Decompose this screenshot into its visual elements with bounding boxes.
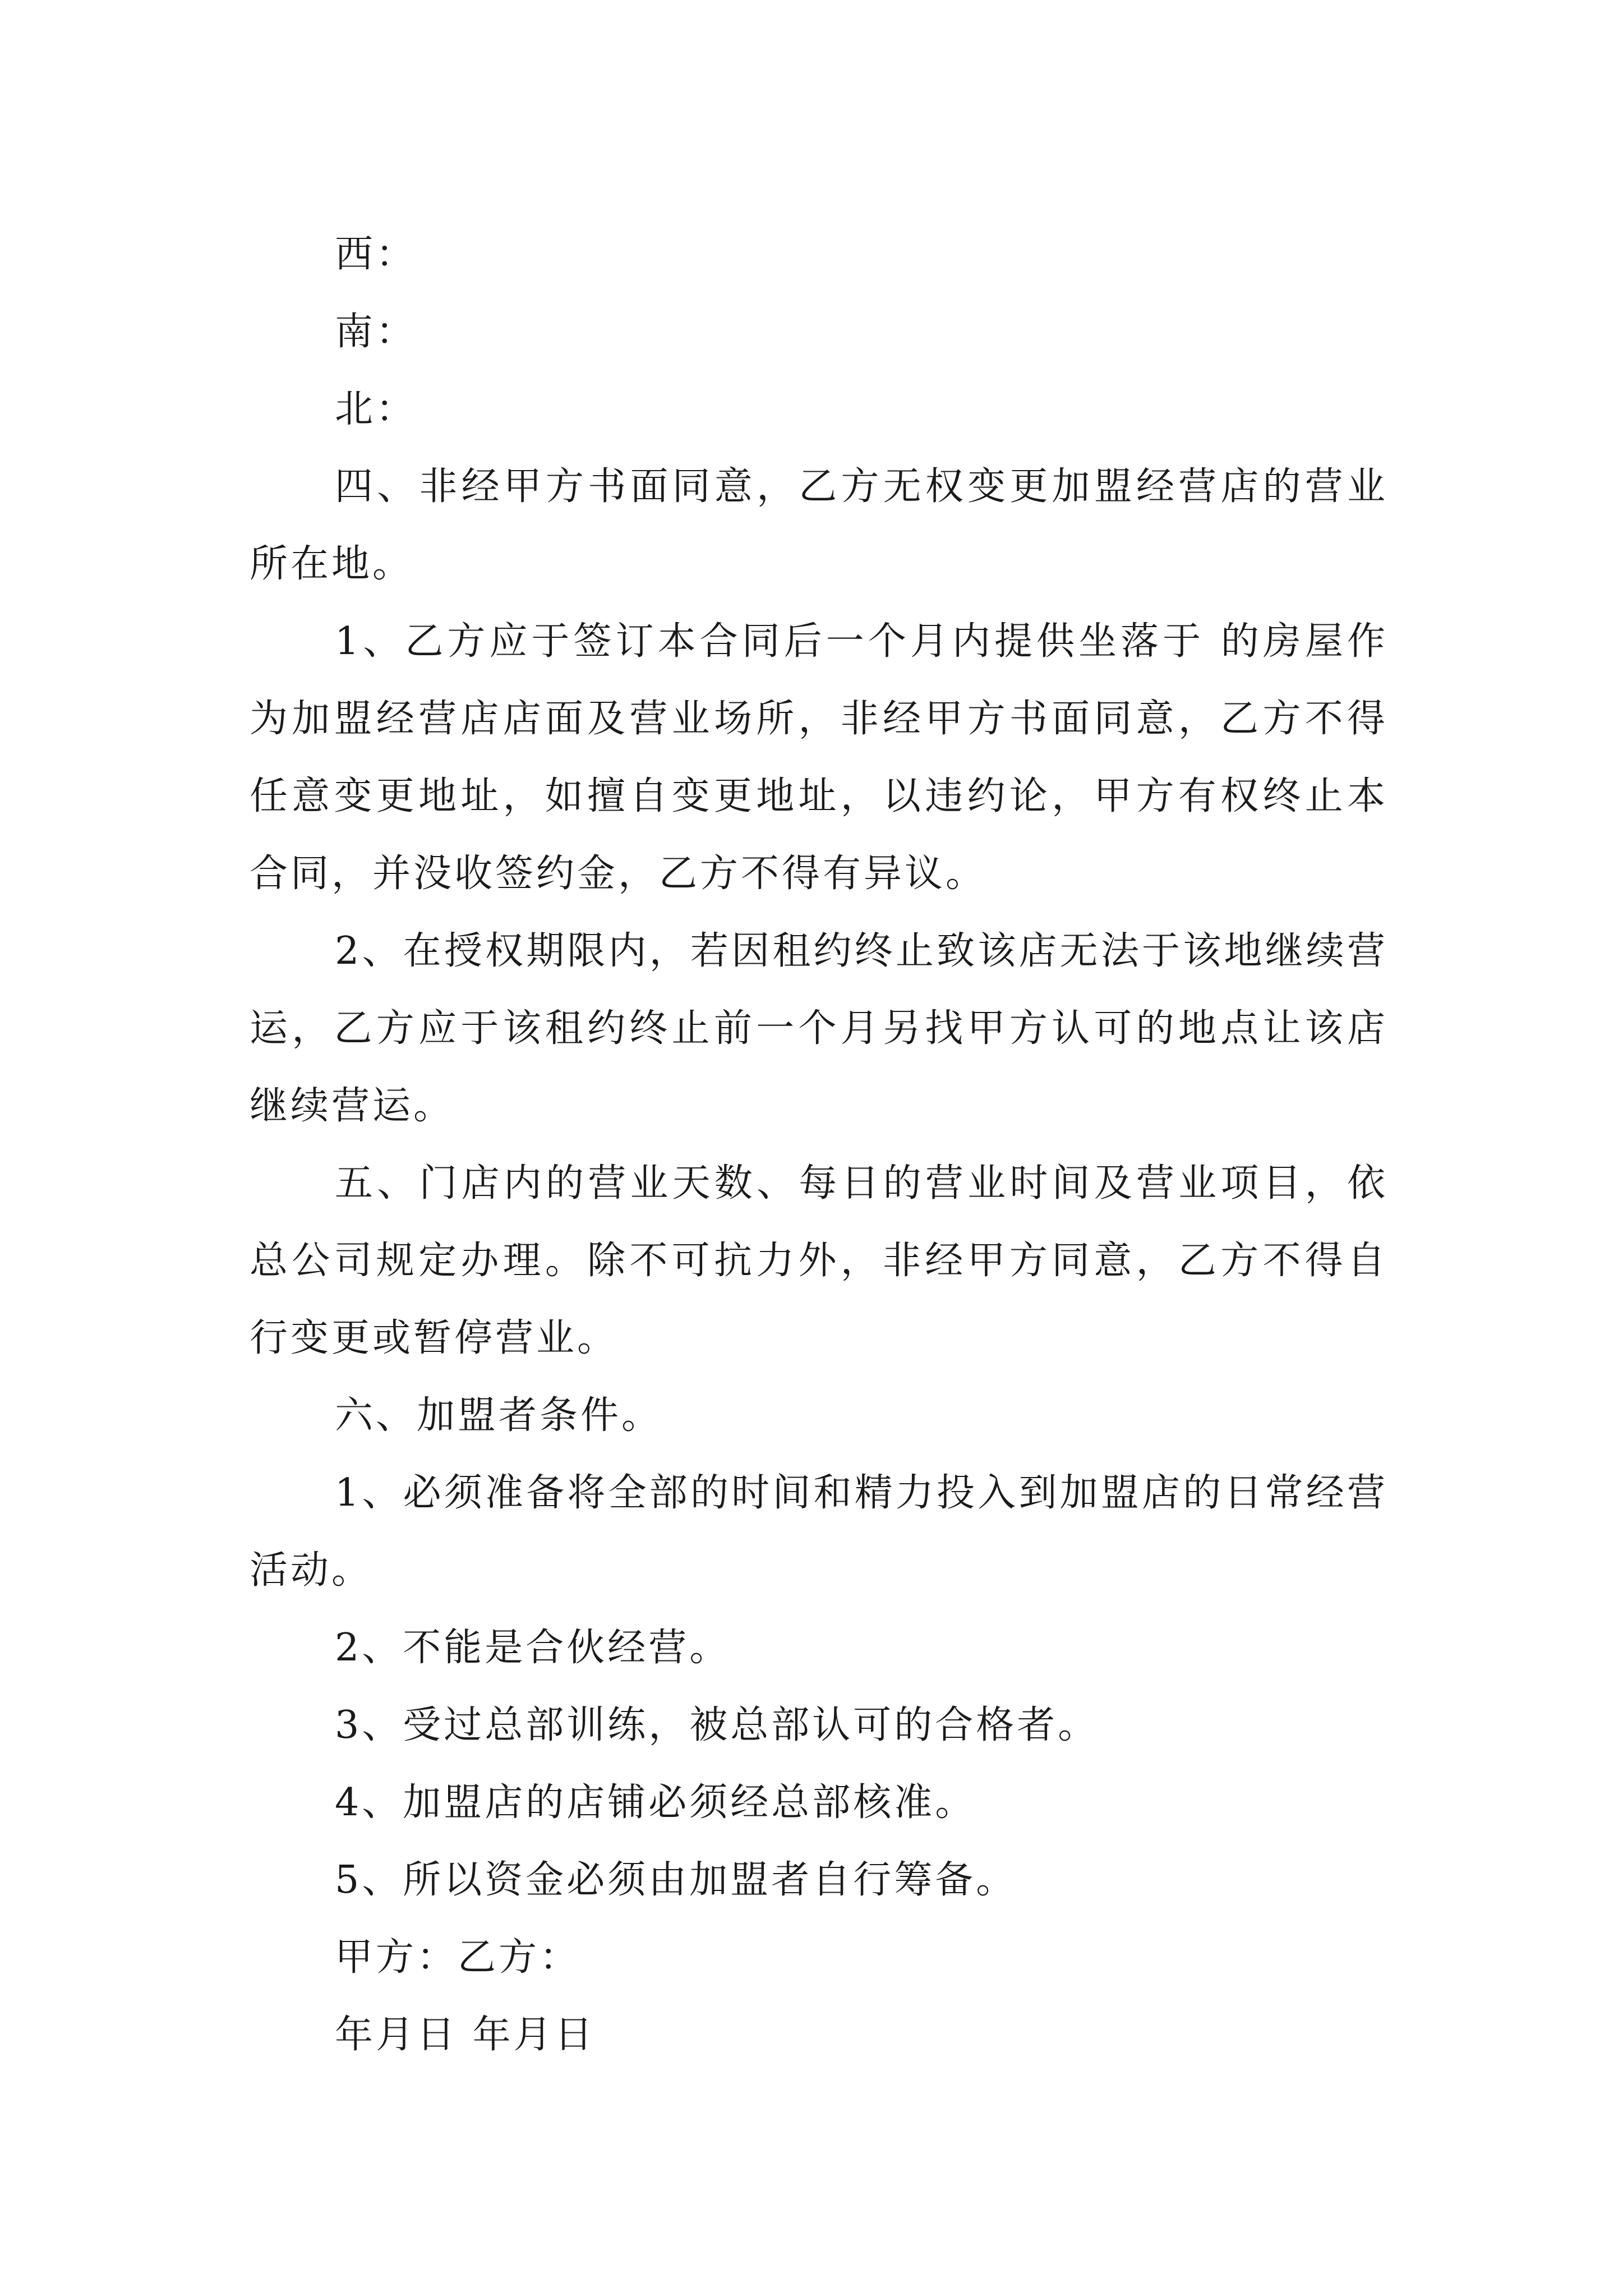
clause-4-item-1: 1、乙方应于签订本合同后一个月内提供坐落于 的房屋作为加盟经营店店面及营业场所，非经甲方书面同意，乙方不得任意变更地址，如擅自变更地址，以违约论，甲方有权终止本合同，并没收签约金，乙方不得有异议。 — [250, 619, 1388, 896]
clause-6: 六、加盟者条件。 — [335, 1393, 663, 1438]
clause-6-item-4: 4、加盟店的店铺必须经总部核准。 — [335, 1780, 976, 1825]
signature-parties: 甲方：乙方： — [335, 1935, 581, 1980]
clause-4-item-2: 2、在授权期限内，若因租约终止致该店无法于该地继续营运，乙方应于该租约终止前一个月另找甲方认可的地点让该店继续营运。 — [250, 929, 1388, 1128]
direction-west: 西： — [335, 232, 417, 277]
clause-6-item-2: 2、不能是合伙经营。 — [335, 1626, 731, 1670]
clause-4: 四、非经甲方书面同意，乙方无权变更加盟经营店的营业所在地。 — [250, 464, 1388, 586]
document-body — [250, 216, 1388, 2074]
direction-north: 北： — [335, 387, 417, 431]
clause-5: 五、门店内的营业天数、每日的营业时间及营业项目，依总公司规定办理。除不可抗力外，非经甲方同意，乙方不得自行变更或暂停营业。 — [250, 1161, 1388, 1360]
clause-6-item-5: 5、所以资金必须由加盟者自行筹备。 — [335, 1858, 1017, 1902]
clause-6-item-1: 1、必须准备将全部的时间和精力投入到加盟店的日常经营活动。 — [250, 1471, 1388, 1593]
direction-south: 南： — [335, 310, 417, 354]
signature-dates: 年月日 年月日 — [335, 2013, 596, 2057]
clause-6-item-3: 3、受过总部训练，被总部认可的合格者。 — [335, 1703, 1099, 1747]
